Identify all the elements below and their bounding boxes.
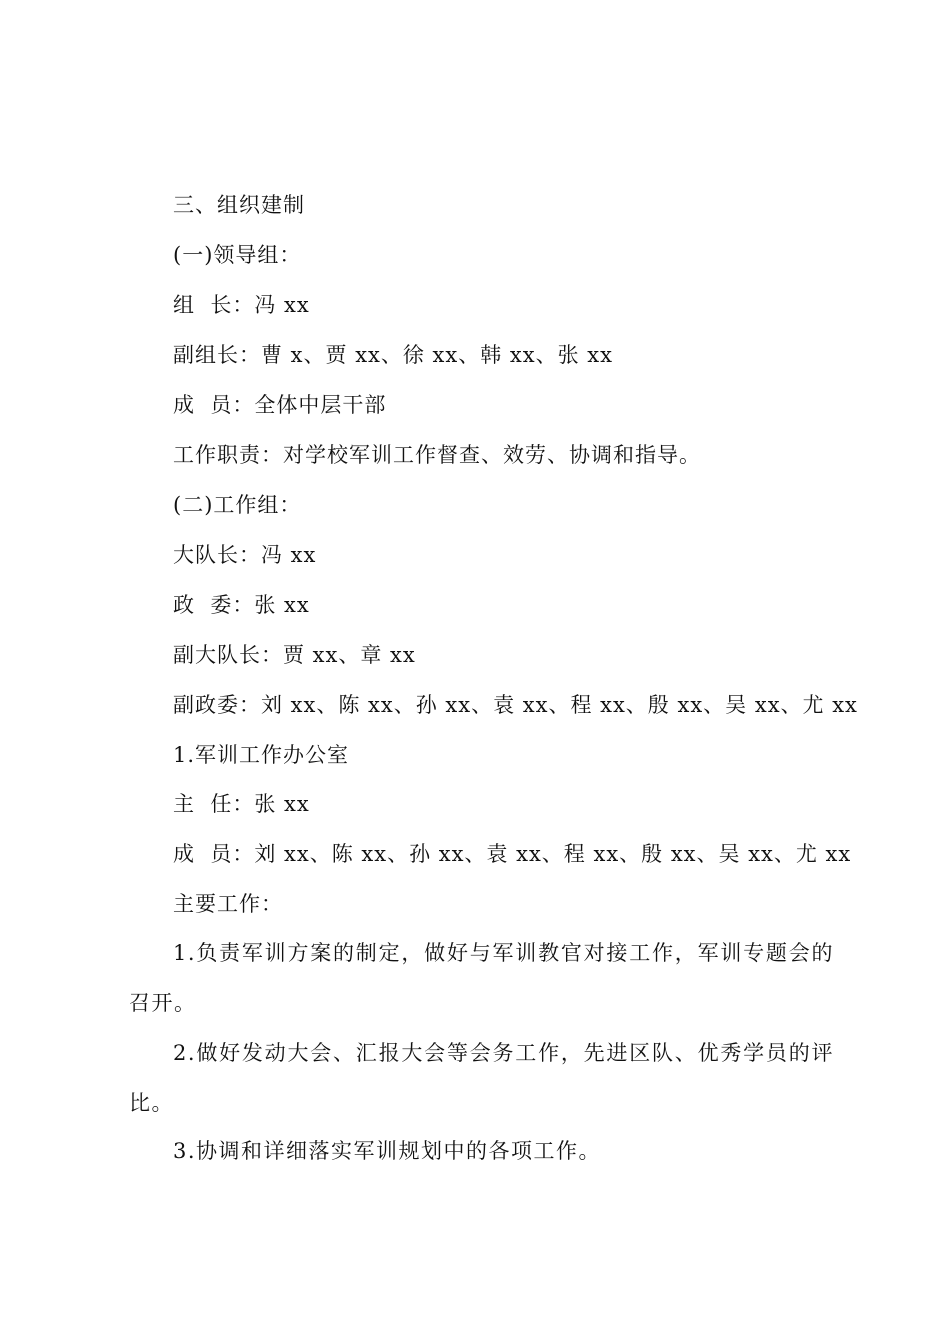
work-item-1 (129, 928, 834, 1028)
deputy-political-commissar-line: 副政委：刘 xx、陈 xx、孙 xx、袁 xx、程 xx、殷 xx、吴 xx、尤 xx (173, 693, 858, 717)
office-director-line: 主 任：张 xx (173, 792, 310, 816)
work-item-1-text: 1.负责军训方案的制定，做好与军训教官对接工作，军训专题会的召开。 (129, 941, 834, 1015)
subsection-work-group: (二)工作组： (173, 493, 302, 517)
group-leader-line: 组 长：冯 xx (173, 293, 310, 317)
deputy-battalion-commander-line: 副大队长：贾 xx、章 xx (173, 643, 416, 667)
members-line: 成 员：全体中层干部 (173, 393, 387, 417)
work-item-2-text: 2.做好发动大会、汇报大会等会务工作，先进区队、优秀学员的评比。 (129, 1041, 834, 1115)
duties-line: 工作职责：对学校军训工作督查、效劳、协调和指导。 (173, 443, 701, 467)
section-heading: 三、组织建制 (173, 193, 305, 217)
battalion-commander-line: 大队长：冯 xx (173, 543, 317, 567)
office-members-line: 成 员：刘 xx、陈 xx、孙 xx、袁 xx、程 xx、殷 xx、吴 xx、尤 xx (173, 842, 852, 866)
main-work-heading: 主要工作： (173, 892, 283, 916)
work-item-3 (129, 1136, 834, 1166)
work-item-3-text: 3.协调和详细落实军训规划中的各项工作。 (173, 1139, 602, 1163)
subsection-leadership-group: (一)领导组： (173, 243, 302, 267)
deputy-group-leader-line: 副组长：曹 x、贾 xx、徐 xx、韩 xx、张 xx (173, 343, 613, 367)
work-item-2 (129, 1028, 834, 1128)
office-heading: 1.军训工作办公室 (173, 743, 350, 767)
political-commissar-line: 政 委：张 xx (173, 593, 310, 617)
